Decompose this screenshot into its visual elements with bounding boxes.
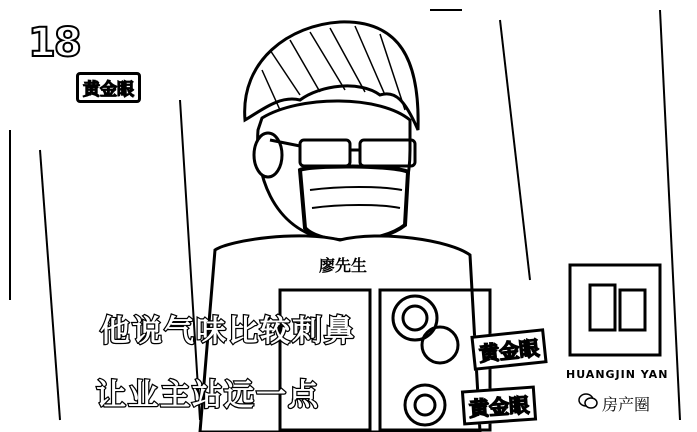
channel-logo-number: 18: [28, 20, 80, 66]
left-ear: [254, 133, 282, 177]
speaker-name-tag: 廖先生: [318, 255, 367, 275]
subtitle-line-1: 他说气味比较刺鼻: [100, 314, 356, 349]
channel-logo-name: 黄金眼: [76, 72, 141, 103]
wechat-icon: [578, 392, 598, 410]
mic-sticker-1: 黄金眼: [470, 328, 547, 371]
subtitle-line-2: 让业主站远一点: [96, 378, 320, 413]
watermark-text: 房产圈: [602, 395, 651, 414]
right-shelf: [570, 265, 660, 355]
face-mask: [300, 166, 408, 240]
mic-sticker-2: 黄金眼: [461, 385, 537, 425]
mic-roman-text: HUANGJIN YAN: [566, 368, 669, 381]
